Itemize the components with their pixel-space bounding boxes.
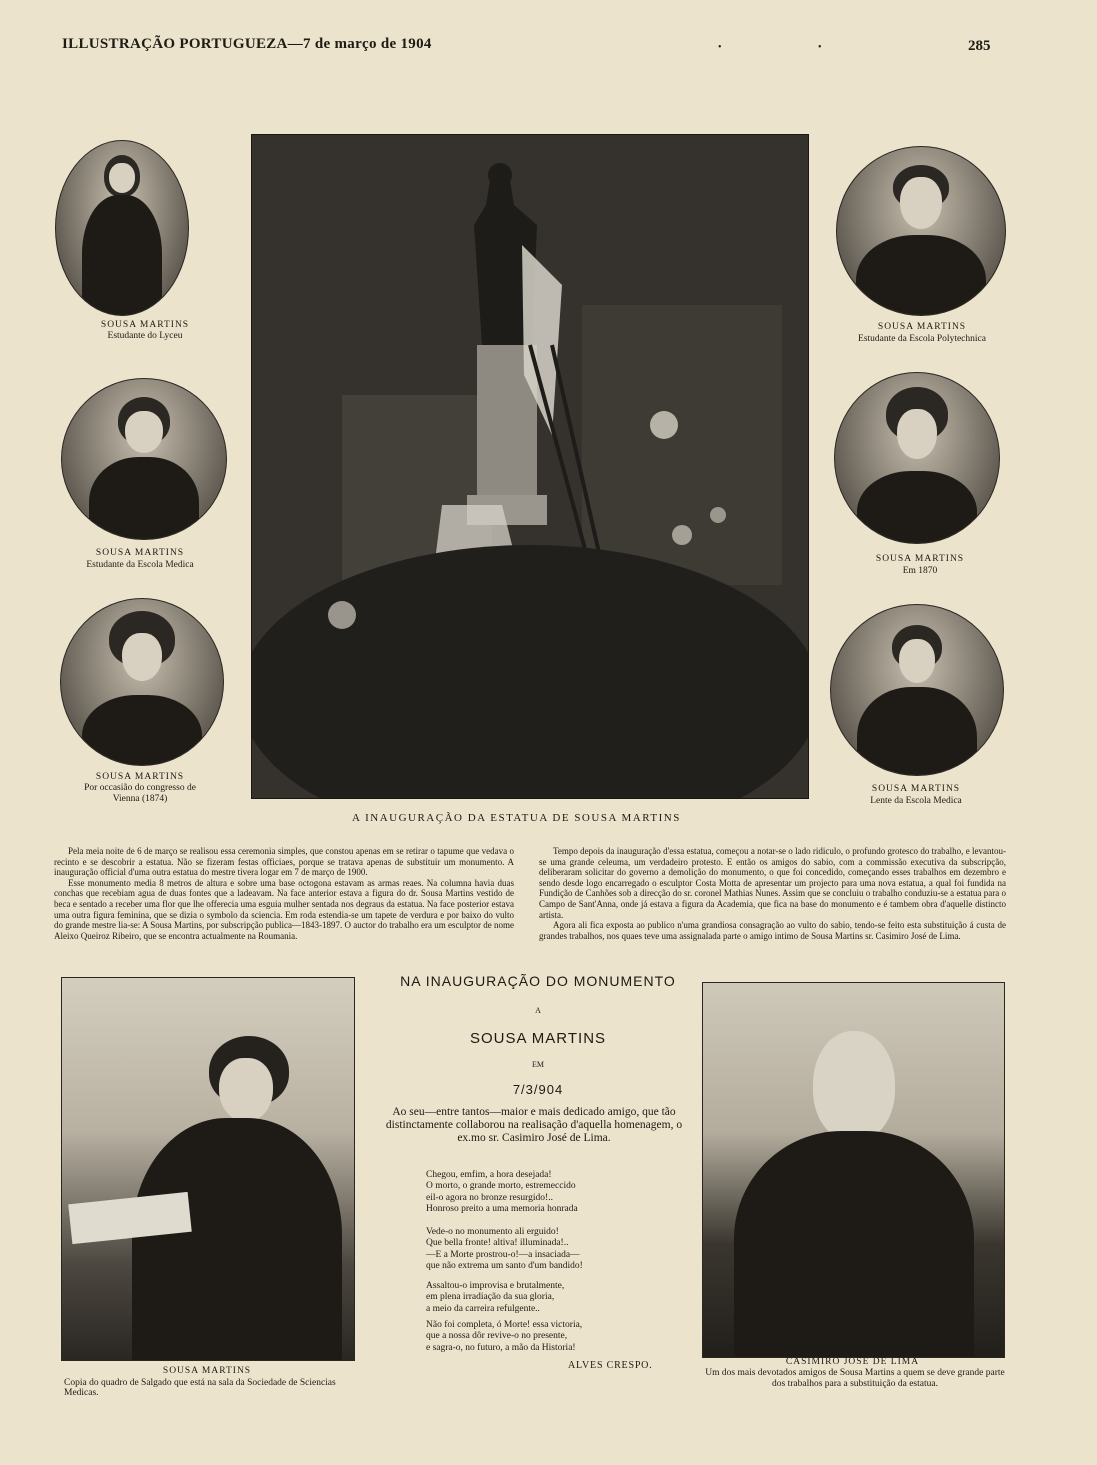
poem-verse-line: Que bella fronte! altiva! illuminada!..: [426, 1238, 569, 1249]
bottom-right-desc: Um dos mais devotados amigos de Sousa Martins a quem se deve grande parte dos trabalhos para a substituição da estatua.: [705, 1368, 1005, 1389]
page-header-title: ILLUSTRAÇÃO PORTUGUEZA—7 de março de 1904: [62, 36, 432, 52]
decorative-dot: •: [718, 42, 722, 53]
portrait-polytechnica-name: SOUSA MARTINS: [877, 322, 967, 332]
portrait-1870-name: SOUSA MARTINS: [875, 554, 965, 564]
portrait-lente-photo: [830, 604, 1004, 776]
poem-stanza: [426, 1320, 686, 1354]
article-left-paragraph: Esse monumento media 8 metros de altura e sobre uma base octogona estavam as armas reaes. Na columna havia duas conchas que recebiam agua de duas fontes que a ladeavam. Na face anterior estava a figura do dr. Sousa Martins vestido de beca e sentado a receber uma flor que lhe offerecia uma esguia mulher sentada nos degraus da estatua. Na face posterior estava uma outra figura feminina, que se dizia o symbolo da sciencia. Em roda estendia-se um tapete de verdura e por baixo do vulto do grande mestre lia-se: A Sousa Martins, por subscripção publica—1843-1897. O auctor do trabalho era um esculptor de nome Aleixo Queiroz Ribeiro, que se encontra actualmente na Roumania.: [54, 877, 514, 941]
poem-verse-line: Vede-o no monumento ali erguido!: [426, 1227, 559, 1237]
sousa-martins-painting-photo: [61, 977, 355, 1361]
portrait-medica-photo: [61, 378, 227, 540]
poem-stanza: [426, 1281, 686, 1315]
poem-stanza: [426, 1170, 686, 1216]
portrait-polytechnica-photo: [836, 146, 1006, 316]
portrait-vienna-desc: Por occasião do congresso de Vienna (1874): [84, 783, 196, 804]
poem-verse-line: O morto, o grande morto, estremeccido: [426, 1181, 576, 1192]
poem-title-name: SOUSA MARTINS: [469, 1030, 607, 1047]
poem-verse-line: Assaltou-o improvisa e brutalmente,: [426, 1281, 565, 1291]
poem-verse-line: Honroso preito a uma memoria honrada: [426, 1204, 578, 1215]
poem-author: ALVES CRESPO.: [568, 1360, 653, 1371]
article-left-column: [54, 846, 514, 941]
portrait-vienna-name: SOUSA MARTINS: [95, 772, 185, 782]
page-number: 285: [968, 38, 991, 54]
poem-verse-line: e sagra-o, no futuro, a mão da Historia!: [426, 1342, 576, 1353]
portrait-lente-name: SOUSA MARTINS: [871, 784, 961, 794]
statue-inauguration-illustration: [251, 134, 809, 799]
bottom-left-desc: Copia do quadro de Salgado que está na sala da Sociedade de Sciencias Medicas.: [64, 1378, 336, 1398]
article-left-paragraph: Pela meia noite de 6 de março se realisou essa ceremonia simples, que constou apenas em se retirar o tapume que vedava o recinto e se descobrir a estatua. Não se fizeram festas officiaes, porque se tratava apenas de substituir um monumento. A inauguração official d'uma outra estatua do mestre tivera logar em 7 de março de 1900.: [54, 846, 514, 878]
decorative-dot: •: [818, 42, 822, 53]
portrait-medica-name: SOUSA MARTINS: [95, 548, 185, 558]
bottom-left-name: SOUSA MARTINS: [162, 1366, 252, 1376]
portrait-polytechnica-desc: Estudante da Escola Polytechnica: [858, 334, 986, 344]
poem-title-date: 7/3/904: [512, 1082, 564, 1097]
article-right-paragraph: Tempo depois da inauguração d'essa estatua, começou a notar-se o lado ridiculo, o profundo grotesco do trabalho, e levantou-se uma grande celeuma, um verdadeiro protesto. E então os amigos do sabio, com a commissão executiva da subscripção, deliberaram solicitar do governo a demolição do monumento, o que foi concedido, começando esses trabalhos em dezembro e sendo desde logo encarregado o esculptor Costa Motta de apresentar um projecto para uma nova estatua, a qual foi fundida na Fundição de Canhões sob a direcção do sr. coronel Mathias Nunes. Assim que se concluiu o trabalho conduziu-se a estatua para o Campo de Sant'Anna, onde já estava a figura da Academia, que fica na base do monumento e é tambem obra d'aquelle distincto artista.: [539, 846, 1006, 920]
main-illustration-caption: A INAUGURAÇÃO DA ESTATUA DE SOUSA MARTINS: [352, 812, 681, 824]
poem-verse-line: Chegou, emfim, a hora desejada!: [426, 1170, 552, 1180]
poem-stanza: [426, 1227, 686, 1273]
poem-verse-line: eil-o agora no bronze resurgido!..: [426, 1192, 553, 1203]
portrait-1870-desc: Em 1870: [902, 566, 938, 576]
portrait-vienna-photo: [60, 598, 224, 766]
portrait-medica-desc: Estudante da Escola Medica: [86, 560, 194, 570]
poem-verse-line: que a nossa dôr revive-o no presente,: [426, 1331, 568, 1342]
poem-verse-line: —E a Morte prostrou-o!—a insaciada—: [426, 1249, 580, 1260]
poem-verse-line: em plena irradiação da sua gloria,: [426, 1292, 555, 1303]
bottom-right-name: CASIMIRO JOSÉ DE LIMA: [785, 1357, 920, 1367]
portrait-lente-desc: Lente da Escola Medica: [870, 796, 962, 806]
article-right-paragraph: Agora ali fica exposta ao publico n'uma grandiosa consagração ao vulto do sabio, tendo-se feito esta substituição á custa de grandes trabalhos, nos quaes teve uma assignalada parte o amigo intimo de Sousa Martins sr. Casimiro José de Lima.: [539, 920, 1006, 941]
illustration-drawing: [252, 135, 808, 798]
portrait-lyceu-photo: [55, 140, 189, 316]
poem-dedication: Ao seu—entre tantos—maior e mais dedicado amigo, que tão distinctamente collaborou na realisação d'aquella homenagem, o ex.mo sr. Casimiro José de Lima.: [385, 1106, 683, 1144]
poem-verse-line: a meio da carreira refulgente..: [426, 1303, 540, 1314]
poem-verse-line: que não extrema um santo d'um bandido!: [426, 1261, 583, 1272]
portrait-1870-photo: [834, 372, 1000, 544]
casimiro-jose-de-lima-photo: [702, 982, 1005, 1358]
portrait-lyceu-name: SOUSA MARTINS: [100, 320, 190, 330]
article-right-column: [539, 846, 1006, 941]
portrait-lyceu-desc: Estudante do Lyceu: [107, 331, 183, 341]
poem-title-a: A: [535, 1006, 541, 1015]
poem-title-line1: NA INAUGURAÇÃO DO MONUMENTO: [400, 973, 676, 989]
poem-title-em: EM: [532, 1060, 544, 1069]
poem-verse-line: Não foi completa, ó Morte! essa victoria,: [426, 1320, 583, 1330]
